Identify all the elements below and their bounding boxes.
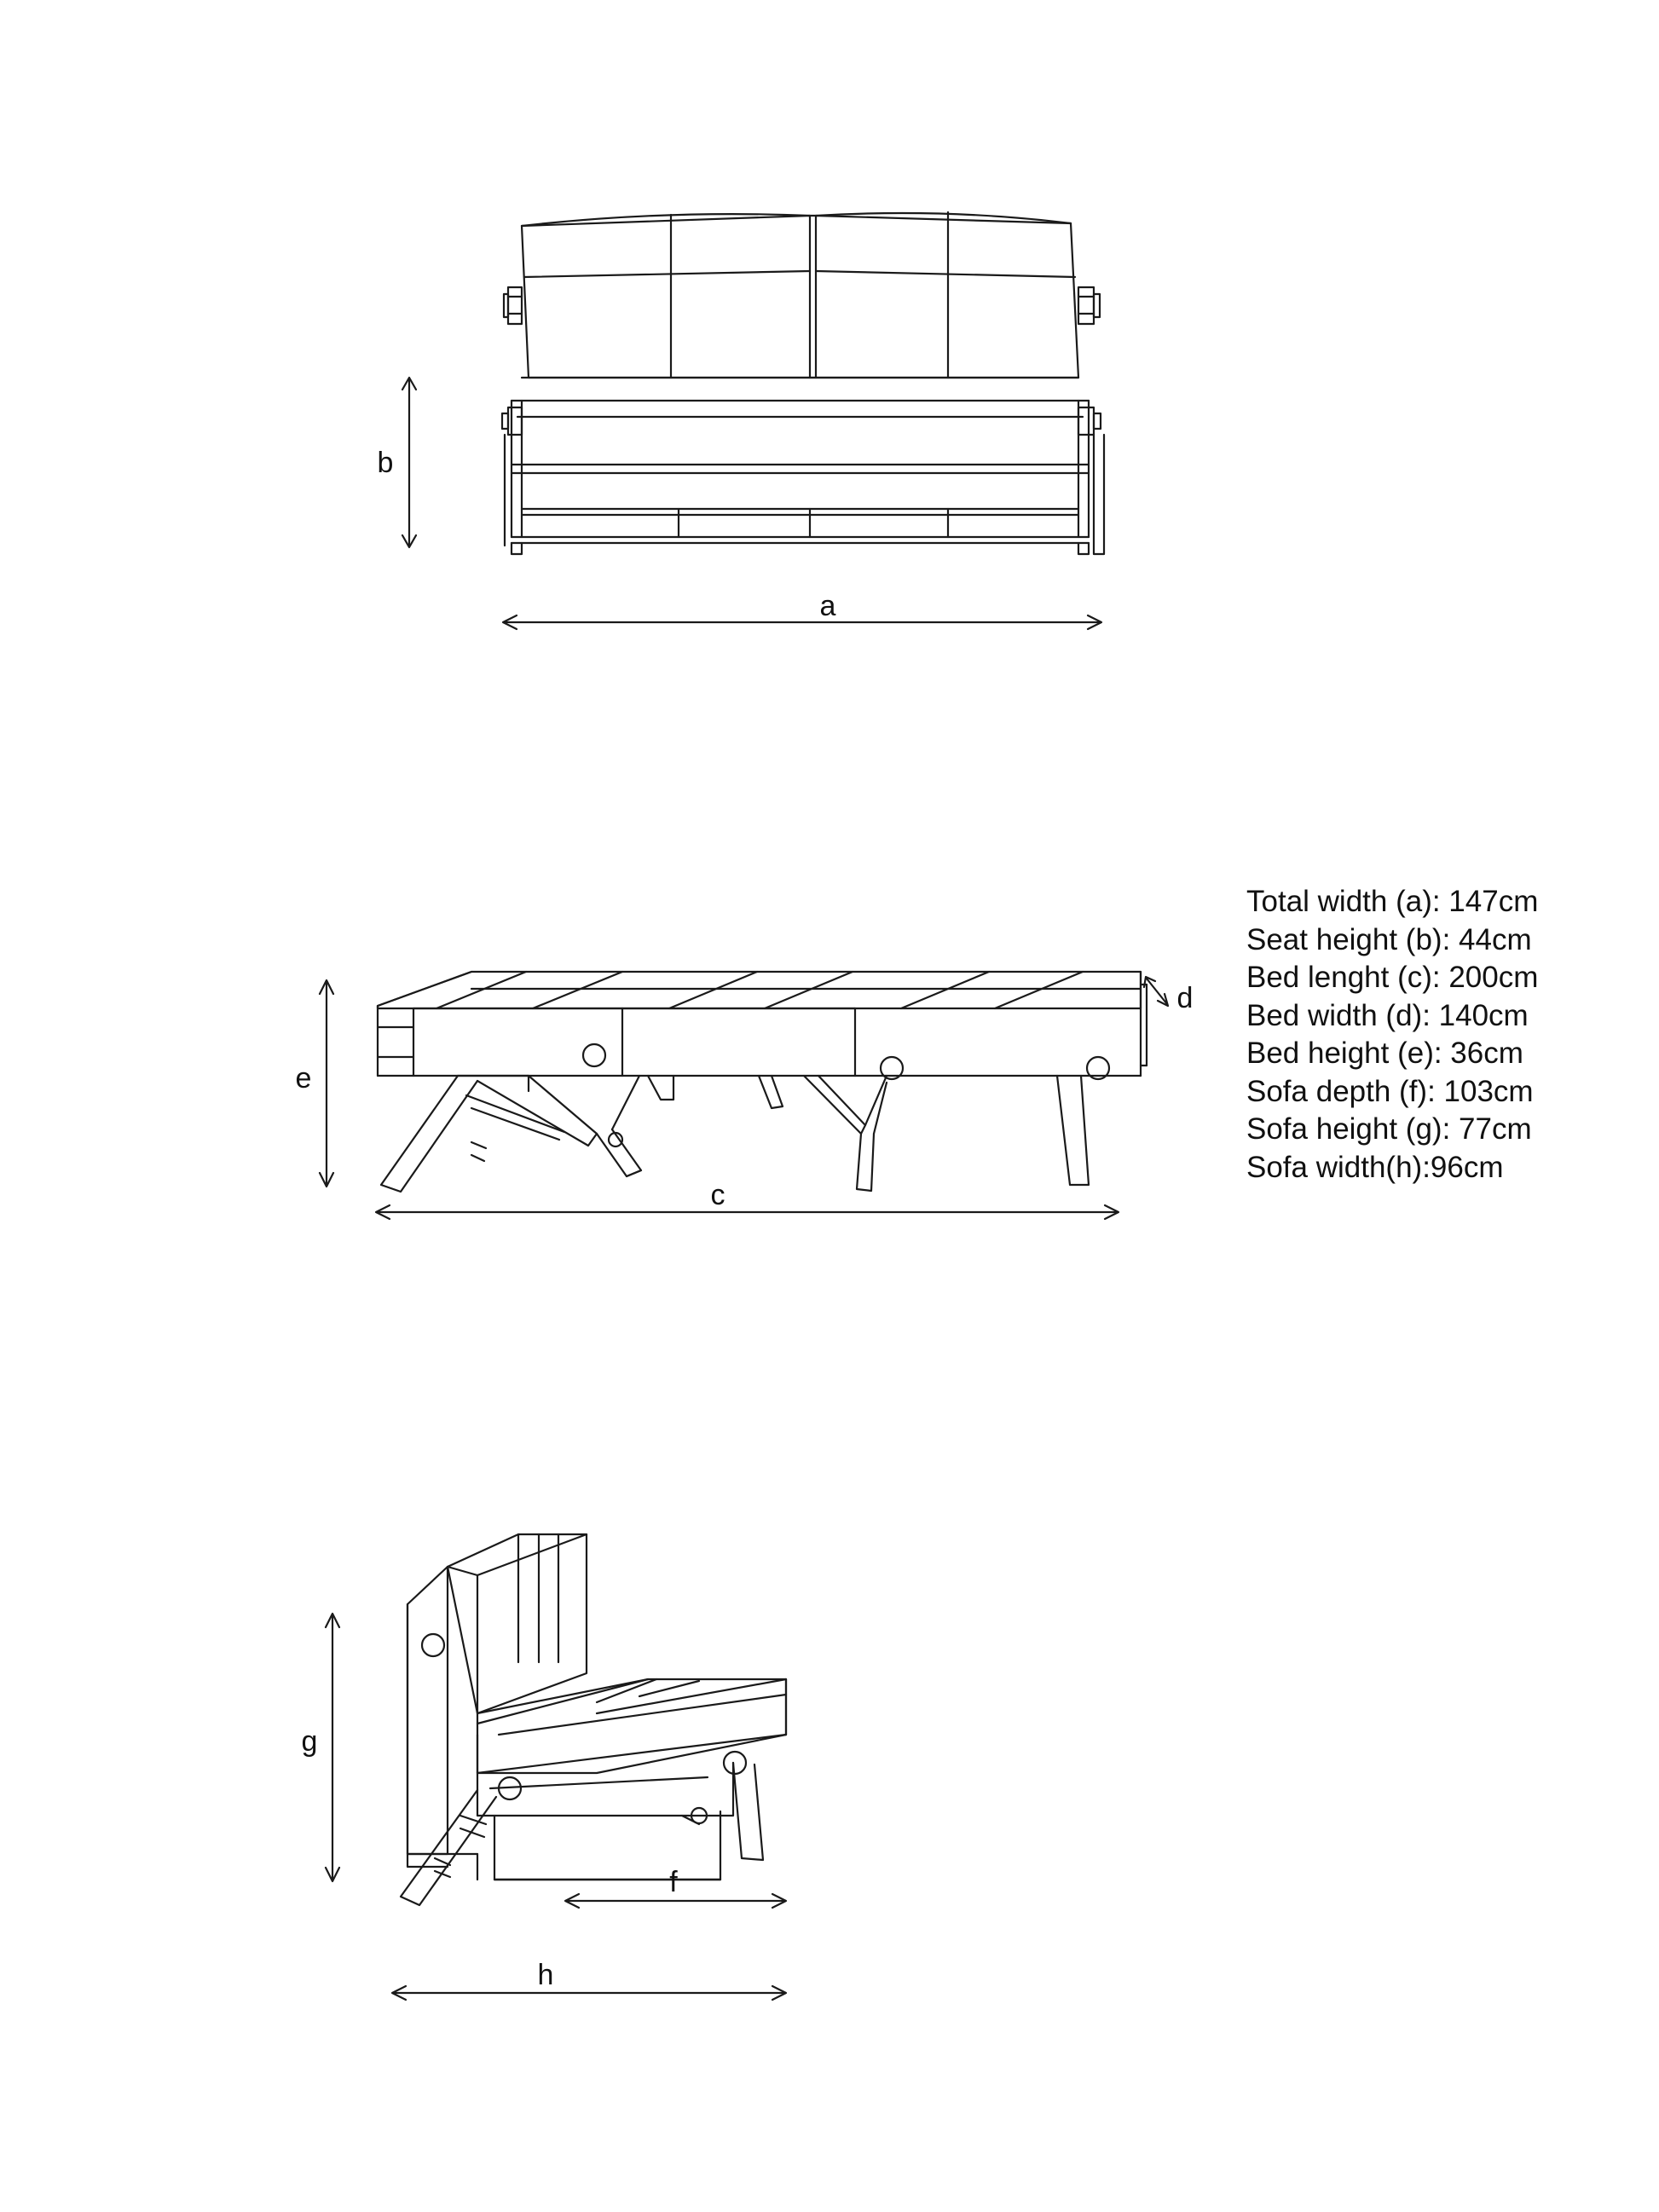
spec-sofa-height: Sofa height (g): 77cm	[1246, 1112, 1532, 1146]
spec-seat-height: Seat height (b): 44cm	[1246, 922, 1532, 956]
dimension-label-b: b	[377, 447, 394, 479]
dimension-label-e: e	[295, 1062, 312, 1094]
spec-bed-height: Bed height (e): 36cm	[1246, 1037, 1523, 1070]
dimension-h-line	[392, 1986, 786, 2000]
spec-total-width: Total width (a): 147cm	[1246, 885, 1539, 918]
dimension-label-g: g	[301, 1725, 318, 1758]
dimension-c-line	[376, 1205, 1119, 1219]
dimension-d-line	[1144, 977, 1168, 1006]
specifications-list	[1246, 883, 1538, 1187]
spec-bed-length: Bed lenght (c): 200cm	[1246, 961, 1539, 994]
dimension-b-line	[402, 378, 416, 547]
dimension-label-f: f	[669, 1866, 678, 1898]
dimension-label-c: c	[710, 1179, 725, 1211]
spec-bed-width: Bed width (d): 140cm	[1246, 998, 1529, 1032]
bed-view-group	[378, 972, 1147, 1192]
dimension-a-line	[503, 615, 1101, 629]
dimension-label-h: h	[537, 1959, 554, 1991]
dimension-label-a: a	[819, 590, 836, 622]
front-view-group	[502, 212, 1104, 554]
spec-sofa-depth: Sofa depth (f): 103cm	[1246, 1074, 1534, 1108]
dimension-g-line	[326, 1614, 339, 1881]
dimension-e-line	[320, 980, 333, 1187]
dimension-label-d: d	[1176, 982, 1194, 1014]
sofa-view-group	[401, 1534, 786, 1905]
spec-sofa-width: Sofa width(h):96cm	[1246, 1150, 1504, 1184]
